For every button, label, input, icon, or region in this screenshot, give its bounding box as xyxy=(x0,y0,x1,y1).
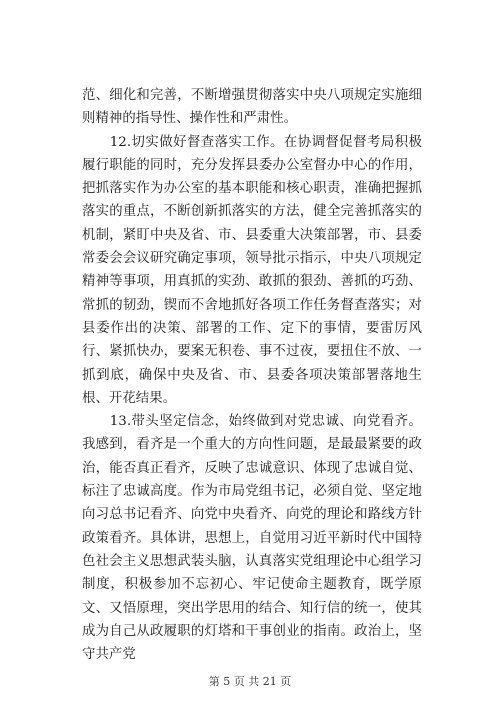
paragraph-continuation: 范、细化和完善，不断增强贯彻落实中央八项规定实施细则精神的指导性、操作性和严肃性。 xyxy=(82,88,422,127)
page-footer: 第 5 页 共 21 页 xyxy=(208,675,292,688)
page-body xyxy=(82,84,422,666)
paragraph-item-12: 12.切实做好督查落实工作。在协调督促督考局积极履行职能的同时，充分发挥县委办公室督办中心的作用，把抓落实作为办公室的基本职能和核心职责，准确把握抓落实的重点，不断创新抓落实的方法，健全完善抓落实的机制，紧盯中央及省、市、县委重大决策部署，市、县委常委会会议研究确定事项，领导批示指示，中央八项规定精神等事项，用真抓的实劲、敢抓的狠劲、善抓的巧劲、常抓的韧劲，锲而不舍地抓好各项工作任务督查落实；对县委作出的决策、部署的工作、定下的事情，要雷厉风行、紧抓快办，要案无积卷、事不过夜，要扭住不放、一抓到底，确保中央及省、市、县委各项决策部署落地生根、开花结果。 xyxy=(82,134,422,406)
paragraph-item-13: 13.带头坚定信念，始终做到对党忠诚、向党看齐。我感到，看齐是一个重大的方向性问题，是最最紧要的政治，能否真正看齐，反映了忠诚意识、体现了忠诚自觉、标注了忠诚高度。作为市局党组书记，必须自觉、坚定地向习总书记看齐、向党中央看齐、向党的理论和路线方针政策看齐。具体讲，思想上，自觉用习近平新时代中国特色社会主义思想武装头脑，认真落实党组理论中心组学习制度，积极参加不忘初心、牢记使命主题教育，既学原文、又悟原理，突出学思用的结合、知行信的统一，使其成为自己从政履职的灯塔和干事创业的指南。政治上，坚守共产党 xyxy=(82,414,422,663)
